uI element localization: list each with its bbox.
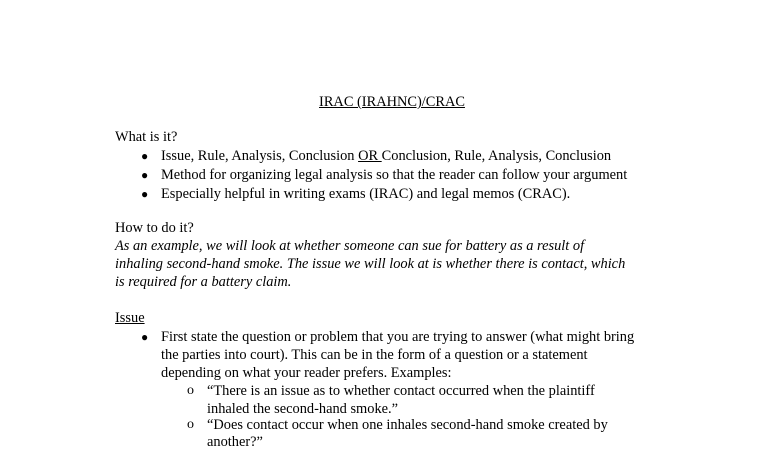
sub-bullet-icon: o	[187, 417, 194, 432]
issue-heading: Issue	[115, 310, 145, 326]
example-line-1: As an example, we will look at whether someone can sue for battery as a result of	[115, 238, 585, 254]
document-title: IRAC (IRAHNC)/CRAC	[319, 94, 465, 110]
bullet-icon: ●	[141, 330, 149, 344]
issue-bullet-line-3: depending on what your reader prefers. Examples:	[161, 365, 452, 381]
issue-example-1-line-1: “There is an issue as to whether contact occurred when the plaintiff	[207, 383, 595, 399]
example-line-3: is required for a battery claim.	[115, 274, 292, 290]
issue-bullet-line-2: the parties into court). This can be in the form of a question or a statement	[161, 347, 588, 363]
issue-example-1-line-2: inhaled the second-hand smoke.”	[207, 401, 399, 417]
what-item-3: Especially helpful in writing exams (IRAC) and legal memos (CRAC).	[161, 186, 571, 202]
what-item-2: Method for organizing legal analysis so that the reader can follow your argument	[161, 167, 628, 183]
issue-example-2-line-1: “Does contact occur when one inhales second-hand smoke created by	[207, 417, 608, 433]
bullet-icon: ●	[141, 149, 149, 163]
what-item-1: Issue, Rule, Analysis, Conclusion OR Conclusion, Rule, Analysis, Conclusion	[161, 148, 612, 164]
bullet-icon: ●	[141, 187, 149, 201]
or-emphasis: OR	[358, 148, 382, 164]
how-to-do-it-heading: How to do it?	[115, 220, 194, 236]
sub-bullet-icon: o	[187, 383, 194, 398]
what-is-it-heading: What is it?	[115, 129, 178, 145]
bullet-icon: ●	[141, 168, 149, 182]
example-line-2: inhaling second-hand smoke. The issue we will look at is whether there is contact, which	[115, 256, 626, 272]
issue-example-2-line-2: another?”	[207, 434, 263, 450]
issue-bullet-line-1: First state the question or problem that you are trying to answer (what might bring	[161, 329, 635, 345]
